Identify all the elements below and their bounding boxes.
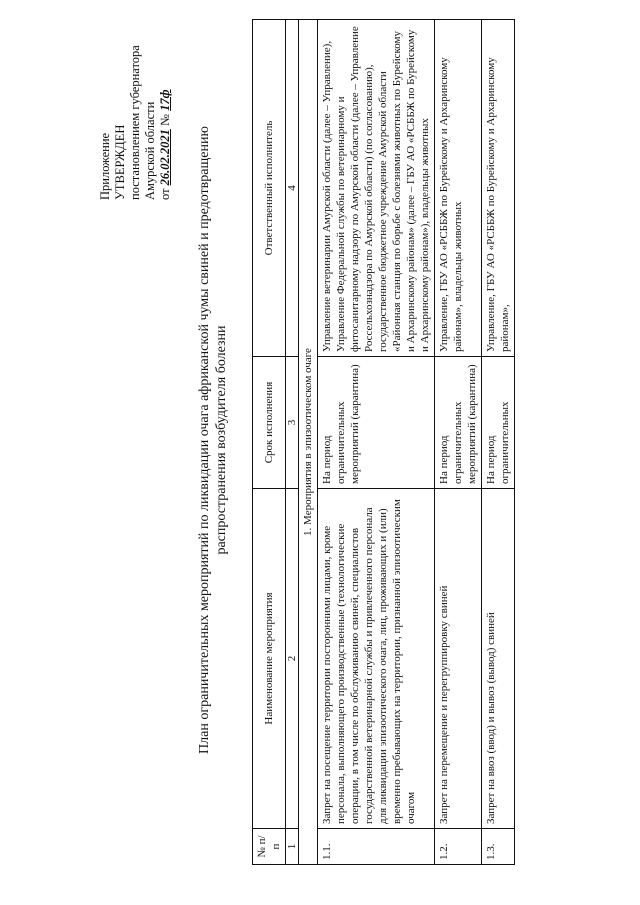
approval-line: УТВЕРЖДЕН <box>113 124 127 200</box>
measure-term: На период ограничительных мероприятий (карантина) <box>435 357 482 489</box>
section-title: 1. Мероприятия в эпизоотическом очаге <box>299 20 318 865</box>
title-line: План ограничительных мероприятий по ликвидации очага африканской чумы свиней и предотвращению <box>197 126 212 754</box>
row-number: 1.2. <box>435 829 482 865</box>
measure-name: Запрет на перемещение и перегруппировку свиней <box>435 489 482 829</box>
table-row <box>435 20 482 865</box>
approval-date-line <box>158 0 173 200</box>
measure-term: На период ограничительных мероприятий (карантина) <box>318 357 435 489</box>
column-number: 1 <box>286 829 299 865</box>
section-row <box>299 20 318 865</box>
measure-executor: Управление, ГБУ АО «РСББЖ по Бурейскому и Архаринскому районам», владельцы животных <box>435 20 482 357</box>
table-row <box>318 20 435 865</box>
header-cell: Наименование мероприятия <box>253 489 286 829</box>
header-cell: Срок исполнения <box>253 357 286 489</box>
table-row <box>482 20 515 865</box>
measures-table <box>252 19 515 865</box>
measure-term: На период ограничительных <box>482 357 515 489</box>
handwritten-date: 26.02.2021 <box>158 129 172 186</box>
column-number: 3 <box>286 357 299 489</box>
measure-name: Запрет на ввоз (ввод) и вывоз (вывод) свиней <box>482 489 515 829</box>
header-cell: Ответственный исполнитель <box>253 20 286 357</box>
approval-date-prefix: от <box>158 188 172 200</box>
measure-executor: Управление, ГБУ АО «РСББЖ по Бурейскому и Архаринскому районам», <box>482 20 515 357</box>
row-number: 1.3. <box>482 829 515 865</box>
table-header-row <box>253 20 286 865</box>
approval-line: Амурской области <box>143 101 157 200</box>
approval-line: постановлением губернатора <box>128 45 142 200</box>
header-cell: № п/п <box>253 829 286 865</box>
approval-number-prefix: № <box>158 114 172 126</box>
column-number: 4 <box>286 20 299 357</box>
document-title <box>196 45 230 835</box>
measure-name: Запрет на посещение территории посторонними лицами, кроме персонала, выполняющего производственные (технологические операции, в том числе по обслуживанию свиней, специалистов государственной ветеринарной службы и привлеченного персонала для ликвидации эпизоотического очага, лиц, проживающих и (или) временно пребывающих на территории, признанной эпизоотическим очагом <box>318 489 435 829</box>
title-line: распространения возбудителя болезни <box>214 325 229 555</box>
measure-executor: Управление ветеринарии Амурской области (далее – Управление), Управление Федеральной службы по ветеринарному и фитосанитарному надзору по Амурской области (далее – Управление Россельхознадзора по Амурской области) (по согласованию), государственное бюджетное учреждение Амурской области «Районная станция по борьбе с болезнями животных по Бурейскому и Архаринскому районам» (далее – ГБУ АО «РСББЖ по Бурейскому и Архаринскому районам»), владельцы животных <box>318 20 435 357</box>
column-number: 2 <box>286 489 299 829</box>
handwritten-number: 17ф <box>158 89 172 111</box>
approval-stamp <box>98 0 173 200</box>
column-number-row <box>286 20 299 865</box>
approval-line: Приложение <box>98 132 112 200</box>
row-number: 1.1. <box>318 829 435 865</box>
